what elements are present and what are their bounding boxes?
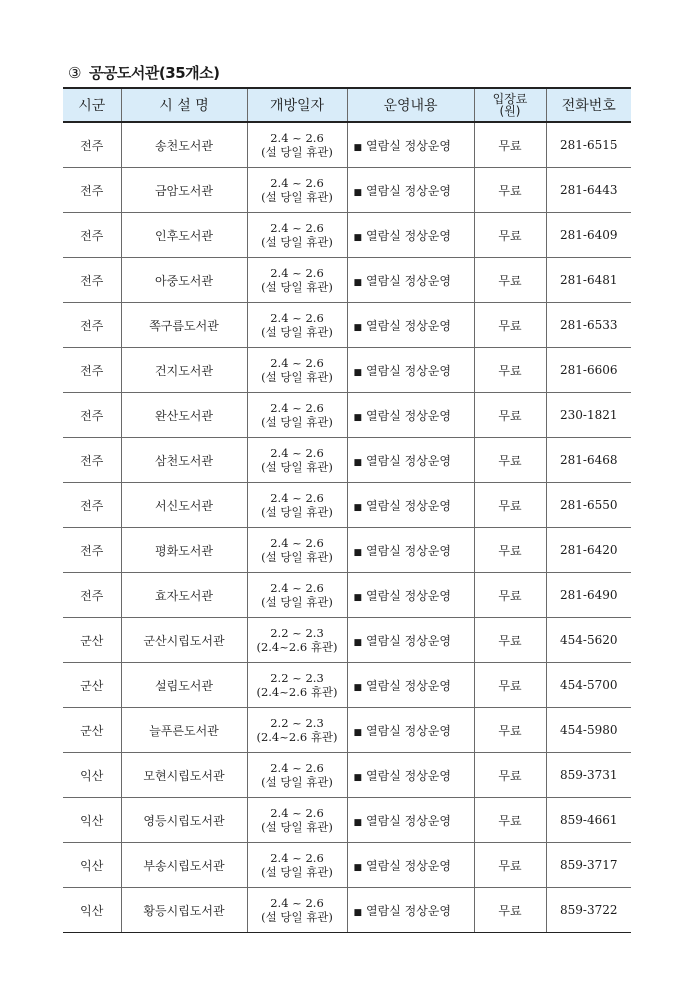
period-note: (설 당일 휴관) (261, 145, 333, 159)
cell-facility: 영등시립도서관 (121, 798, 247, 843)
cell-city: 익산 (63, 753, 121, 798)
table-row (63, 483, 631, 528)
bullet-square-icon: ■ (353, 862, 363, 873)
table-row (63, 528, 631, 573)
operation-text: 열람실 정상운영 (366, 678, 451, 693)
cell-fee: 무료 (474, 528, 546, 573)
cell-period (247, 438, 347, 483)
cell-fee: 무료 (474, 438, 546, 483)
bullet-square-icon: ■ (353, 142, 363, 153)
period-note: (설 당일 휴관) (261, 505, 333, 519)
cell-fee: 무료 (474, 348, 546, 393)
cell-period (247, 708, 347, 753)
period-dates: 2.4 ~ 2.6 (270, 536, 324, 550)
period-dates: 2.4 ~ 2.6 (270, 311, 324, 325)
table-row (63, 393, 631, 438)
cell-operation (347, 168, 474, 213)
cell-period (247, 798, 347, 843)
cell-operation (347, 798, 474, 843)
operation-text: 열람실 정상운영 (366, 318, 451, 333)
cell-operation (347, 258, 474, 303)
period-note: (2.4~2.6 휴관) (256, 640, 338, 654)
cell-operation (347, 843, 474, 888)
header-phone: 전화번호 (546, 88, 631, 122)
operation-text: 열람실 정상운영 (366, 813, 451, 828)
cell-operation (347, 213, 474, 258)
cell-period (247, 258, 347, 303)
operation-text: 열람실 정상운영 (366, 858, 451, 873)
period-note: (설 당일 휴관) (261, 370, 333, 384)
cell-facility: 아중도서관 (121, 258, 247, 303)
cell-phone: 281-6533 (546, 303, 631, 348)
operation-text: 열람실 정상운영 (366, 228, 451, 243)
cell-phone: 454-5620 (546, 618, 631, 663)
table-row (63, 438, 631, 483)
header-fee-line1: 입장료 (492, 92, 528, 106)
cell-fee: 무료 (474, 122, 546, 168)
period-dates: 2.4 ~ 2.6 (270, 356, 324, 370)
header-fee (474, 88, 546, 122)
period-note: (설 당일 휴관) (261, 910, 333, 924)
cell-phone: 281-6420 (546, 528, 631, 573)
cell-phone: 281-6490 (546, 573, 631, 618)
cell-phone: 454-5980 (546, 708, 631, 753)
period-dates: 2.4 ~ 2.6 (270, 761, 324, 775)
table-row (63, 708, 631, 753)
period-note: (설 당일 휴관) (261, 550, 333, 564)
cell-phone: 281-6606 (546, 348, 631, 393)
table-body (63, 122, 631, 933)
cell-fee: 무료 (474, 798, 546, 843)
period-dates: 2.4 ~ 2.6 (270, 851, 324, 865)
period-dates: 2.4 ~ 2.6 (270, 446, 324, 460)
cell-facility: 인후도서관 (121, 213, 247, 258)
cell-phone: 454-5700 (546, 663, 631, 708)
bullet-square-icon: ■ (353, 502, 363, 513)
bullet-square-icon: ■ (353, 547, 363, 558)
cell-city: 전주 (63, 258, 121, 303)
table-row (63, 753, 631, 798)
period-note: (설 당일 휴관) (261, 235, 333, 249)
operation-text: 열람실 정상운영 (366, 723, 451, 738)
period-note: (설 당일 휴관) (261, 865, 333, 879)
cell-fee: 무료 (474, 708, 546, 753)
table-header-row (63, 88, 631, 122)
operation-text: 열람실 정상운영 (366, 363, 451, 378)
cell-city: 전주 (63, 168, 121, 213)
period-dates: 2.4 ~ 2.6 (270, 176, 324, 190)
cell-operation (347, 303, 474, 348)
operation-text: 열람실 정상운영 (366, 633, 451, 648)
cell-period (247, 528, 347, 573)
bullet-square-icon: ■ (353, 637, 363, 648)
period-note: (2.4~2.6 휴관) (256, 685, 338, 699)
table-row (63, 573, 631, 618)
header-fee-line2: (원) (499, 104, 521, 118)
cell-operation (347, 348, 474, 393)
period-note: (설 당일 휴관) (261, 280, 333, 294)
cell-period (247, 753, 347, 798)
cell-city: 전주 (63, 483, 121, 528)
cell-facility: 황등시립도서관 (121, 888, 247, 933)
bullet-square-icon: ■ (353, 907, 363, 918)
section-number: ③ (68, 64, 81, 82)
cell-operation (347, 753, 474, 798)
bullet-square-icon: ■ (353, 682, 363, 693)
operation-text: 열람실 정상운영 (366, 903, 451, 918)
header-facility: 시 설 명 (121, 88, 247, 122)
period-dates: 2.4 ~ 2.6 (270, 131, 324, 145)
cell-facility: 모현시립도서관 (121, 753, 247, 798)
cell-city: 익산 (63, 843, 121, 888)
cell-phone: 859-4661 (546, 798, 631, 843)
cell-phone: 281-6515 (546, 122, 631, 168)
cell-city: 전주 (63, 303, 121, 348)
period-note: (설 당일 휴관) (261, 595, 333, 609)
period-note: (설 당일 휴관) (261, 775, 333, 789)
cell-phone: 859-3722 (546, 888, 631, 933)
bullet-square-icon: ■ (353, 322, 363, 333)
header-city: 시군 (63, 88, 121, 122)
period-note: (설 당일 휴관) (261, 325, 333, 339)
cell-facility: 송천도서관 (121, 122, 247, 168)
cell-operation (347, 888, 474, 933)
period-dates: 2.4 ~ 2.6 (270, 266, 324, 280)
cell-fee: 무료 (474, 303, 546, 348)
cell-period (247, 888, 347, 933)
cell-city: 전주 (63, 573, 121, 618)
cell-facility: 건지도서관 (121, 348, 247, 393)
cell-operation (347, 708, 474, 753)
cell-period (247, 393, 347, 438)
cell-city: 전주 (63, 122, 121, 168)
cell-period (247, 213, 347, 258)
table-row (63, 303, 631, 348)
period-dates: 2.4 ~ 2.6 (270, 401, 324, 415)
cell-phone: 281-6481 (546, 258, 631, 303)
operation-text: 열람실 정상운영 (366, 543, 451, 558)
cell-fee: 무료 (474, 213, 546, 258)
header-operation: 운영내용 (347, 88, 474, 122)
cell-phone: 281-6443 (546, 168, 631, 213)
period-dates: 2.4 ~ 2.6 (270, 221, 324, 235)
operation-text: 열람실 정상운영 (366, 768, 451, 783)
cell-operation (347, 618, 474, 663)
cell-city: 전주 (63, 528, 121, 573)
period-note: (설 당일 휴관) (261, 820, 333, 834)
cell-city: 전주 (63, 438, 121, 483)
section-heading (68, 62, 219, 88)
operation-text: 열람실 정상운영 (366, 498, 451, 513)
cell-operation (347, 438, 474, 483)
cell-period (247, 663, 347, 708)
cell-facility: 금암도서관 (121, 168, 247, 213)
cell-fee: 무료 (474, 168, 546, 213)
cell-phone: 281-6550 (546, 483, 631, 528)
cell-period (247, 122, 347, 168)
cell-operation (347, 483, 474, 528)
cell-fee: 무료 (474, 393, 546, 438)
cell-fee: 무료 (474, 618, 546, 663)
period-note: (설 당일 휴관) (261, 190, 333, 204)
table-row (63, 663, 631, 708)
section-title: 공공도서관(35개소) (88, 64, 220, 82)
cell-fee: 무료 (474, 573, 546, 618)
header-period: 개방일자 (247, 88, 347, 122)
operation-text: 열람실 정상운영 (366, 408, 451, 423)
cell-facility: 완산도서관 (121, 393, 247, 438)
cell-fee: 무료 (474, 483, 546, 528)
cell-facility: 부송시립도서관 (121, 843, 247, 888)
cell-phone: 230-1821 (546, 393, 631, 438)
cell-city: 군산 (63, 663, 121, 708)
cell-facility: 군산시립도서관 (121, 618, 247, 663)
cell-facility: 늘푸른도서관 (121, 708, 247, 753)
operation-text: 열람실 정상운영 (366, 138, 451, 153)
cell-city: 익산 (63, 798, 121, 843)
bullet-square-icon: ■ (353, 727, 363, 738)
cell-phone: 859-3731 (546, 753, 631, 798)
bullet-square-icon: ■ (353, 772, 363, 783)
cell-operation (347, 528, 474, 573)
cell-fee: 무료 (474, 843, 546, 888)
cell-city: 전주 (63, 393, 121, 438)
cell-phone: 859-3717 (546, 843, 631, 888)
cell-operation (347, 122, 474, 168)
bullet-square-icon: ■ (353, 367, 363, 378)
table-row (63, 348, 631, 393)
cell-facility: 삼천도서관 (121, 438, 247, 483)
bullet-square-icon: ■ (353, 817, 363, 828)
period-note: (2.4~2.6 휴관) (256, 730, 338, 744)
period-dates: 2.4 ~ 2.6 (270, 806, 324, 820)
table-row (63, 168, 631, 213)
cell-city: 전주 (63, 348, 121, 393)
period-dates: 2.2 ~ 2.3 (270, 671, 324, 685)
cell-phone: 281-6409 (546, 213, 631, 258)
table-row (63, 122, 631, 168)
table-row (63, 798, 631, 843)
bullet-square-icon: ■ (353, 592, 363, 603)
cell-facility: 효자도서관 (121, 573, 247, 618)
bullet-square-icon: ■ (353, 187, 363, 198)
period-dates: 2.2 ~ 2.3 (270, 716, 324, 730)
operation-text: 열람실 정상운영 (366, 273, 451, 288)
cell-period (247, 618, 347, 663)
cell-period (247, 348, 347, 393)
bullet-square-icon: ■ (353, 412, 363, 423)
period-dates: 2.2 ~ 2.3 (270, 626, 324, 640)
cell-fee: 무료 (474, 663, 546, 708)
operation-text: 열람실 정상운영 (366, 588, 451, 603)
table-row (63, 618, 631, 663)
operation-text: 열람실 정상운영 (366, 453, 451, 468)
bullet-square-icon: ■ (353, 277, 363, 288)
cell-city: 전주 (63, 213, 121, 258)
cell-facility: 서신도서관 (121, 483, 247, 528)
cell-operation (347, 573, 474, 618)
period-note: (설 당일 휴관) (261, 415, 333, 429)
cell-period (247, 573, 347, 618)
cell-period (247, 843, 347, 888)
cell-fee: 무료 (474, 753, 546, 798)
cell-city: 군산 (63, 618, 121, 663)
period-dates: 2.4 ~ 2.6 (270, 581, 324, 595)
cell-fee: 무료 (474, 888, 546, 933)
cell-fee: 무료 (474, 258, 546, 303)
cell-facility: 평화도서관 (121, 528, 247, 573)
operation-text: 열람실 정상운영 (366, 183, 451, 198)
table-row (63, 888, 631, 933)
bullet-square-icon: ■ (353, 232, 363, 243)
period-dates: 2.4 ~ 2.6 (270, 896, 324, 910)
period-note: (설 당일 휴관) (261, 460, 333, 474)
table-row (63, 258, 631, 303)
table-row (63, 843, 631, 888)
table-row (63, 213, 631, 258)
cell-city: 군산 (63, 708, 121, 753)
bullet-square-icon: ■ (353, 457, 363, 468)
library-table (63, 87, 631, 933)
cell-facility: 쪽구름도서관 (121, 303, 247, 348)
cell-period (247, 168, 347, 213)
cell-facility: 설림도서관 (121, 663, 247, 708)
cell-city: 익산 (63, 888, 121, 933)
cell-period (247, 483, 347, 528)
cell-operation (347, 393, 474, 438)
cell-phone: 281-6468 (546, 438, 631, 483)
cell-period (247, 303, 347, 348)
cell-operation (347, 663, 474, 708)
period-dates: 2.4 ~ 2.6 (270, 491, 324, 505)
